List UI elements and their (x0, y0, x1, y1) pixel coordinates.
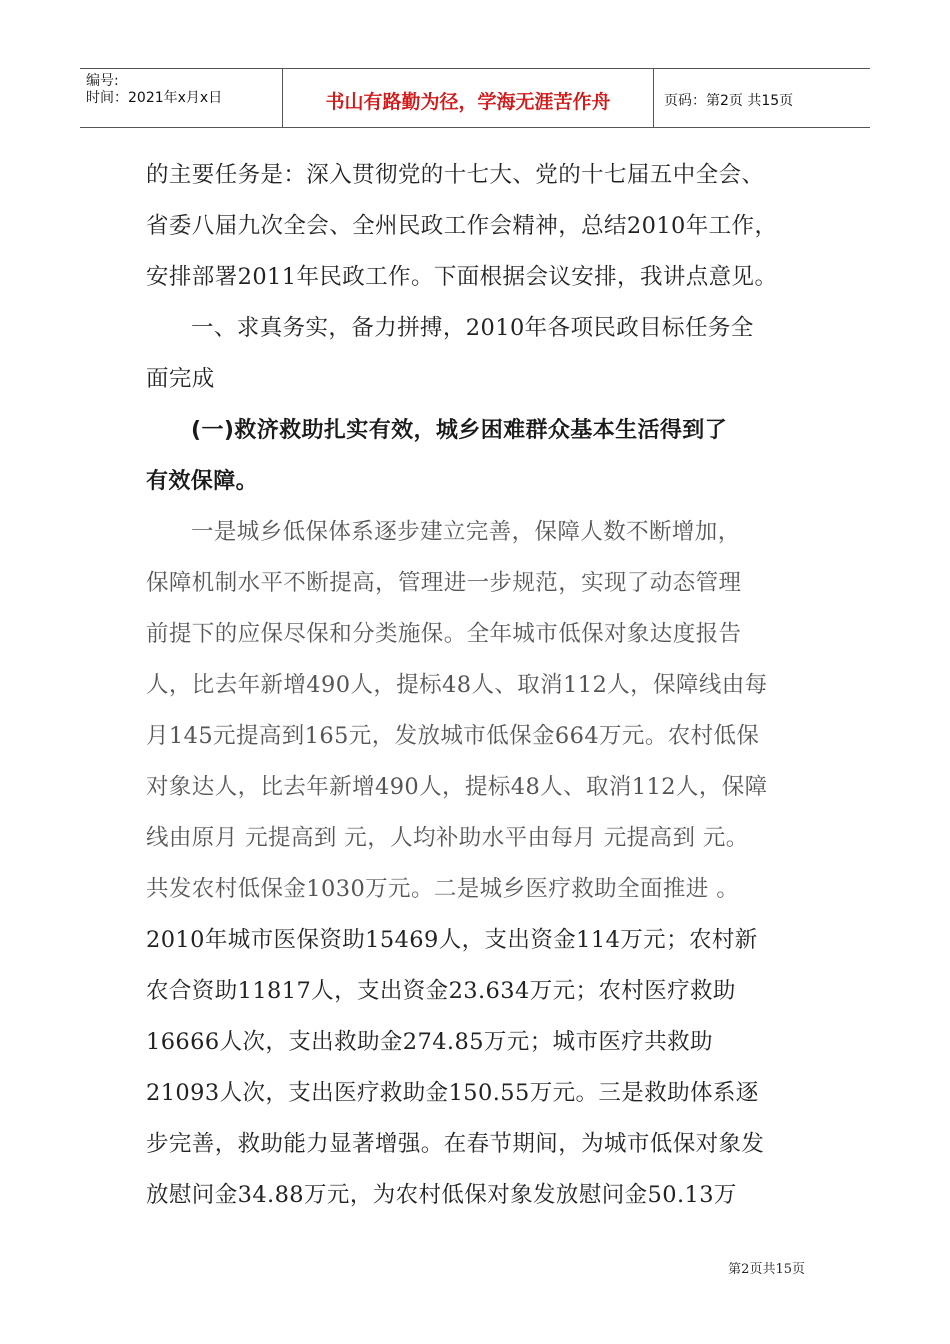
subsection-heading: (一)救济救助扎实有效，城乡困难群众基本生活得到了 (191, 418, 728, 443)
section-heading-cont: 面完成 (146, 366, 215, 392)
text-line: 一是城乡低保体系逐步建立完善，保障人数不断增加， (191, 519, 741, 545)
number-label: 编号: (86, 73, 119, 89)
text-line: 前提下的应保尽保和分类施保。全年城市低保对象达度报告 (146, 621, 742, 647)
text-line: 保障机制水平不断提高，管理进一步规范，实现了动态管理 (146, 570, 742, 596)
header-motto-cell (283, 69, 654, 127)
header-page-cell (654, 69, 870, 127)
text-line: 的主要任务是：深入贯彻党的十七大、党的十七届五中全会、 (146, 162, 765, 188)
time-label: 时间：2021年x月x日 (86, 90, 223, 106)
document-body (146, 150, 806, 1221)
text-line: 人，比去年新增490人，提标48人、取消112人，保障线由每 (146, 672, 768, 698)
text-line: 21093人次，支出医疗救助金150.55万元。三是救助体系逐 (146, 1080, 759, 1106)
header-meta-cell (80, 69, 283, 127)
section-heading: 一、求真务实，备力拼搏，2010年各项民政目标任务全 (191, 315, 754, 341)
text-line: 步完善，救助能力显著增强。在春节期间，为城市低保对象发 (146, 1131, 765, 1157)
text-line: 共发农村低保金1030万元。二是城乡医疗救助全面推进 。 (146, 876, 740, 902)
text-line: 省委八届九次全会、全州民政工作会精神，总结2010年工作， (146, 213, 778, 239)
page-label: 页码：第2页 共15页 (664, 93, 794, 109)
text-line: 安排部署2011年民政工作。下面根据会议安排，我讲点意见。 (146, 264, 778, 290)
text-line: 16666人次，支出救助金274.85万元；城市医疗共救助 (146, 1029, 713, 1055)
text-line: 月145元提高到165元，发放城市低保金664万元。农村低保 (146, 723, 760, 749)
page-footer: 第2页共15页 (728, 1262, 805, 1277)
text-line: 线由原月 元提高到 元，人均补助水平由每月 元提高到 元。 (146, 825, 749, 851)
subsection-heading-cont: 有效保障。 (146, 469, 259, 494)
header-table (80, 68, 870, 128)
text-line: 放慰问金34.88万元，为农村低保对象发放慰问金50.13万 (146, 1182, 737, 1208)
text-line: 农合资助11817人，支出资金23.634万元；农村医疗救助 (146, 978, 736, 1004)
text-line: 2010年城市医保资助15469人，支出资金114万元；农村新 (146, 927, 758, 953)
motto: 书山有路勤为径，学海无涯苦作舟 (325, 91, 611, 113)
text-line: 对象达人，比去年新增490人，提标48人、取消112人，保障 (146, 774, 768, 800)
